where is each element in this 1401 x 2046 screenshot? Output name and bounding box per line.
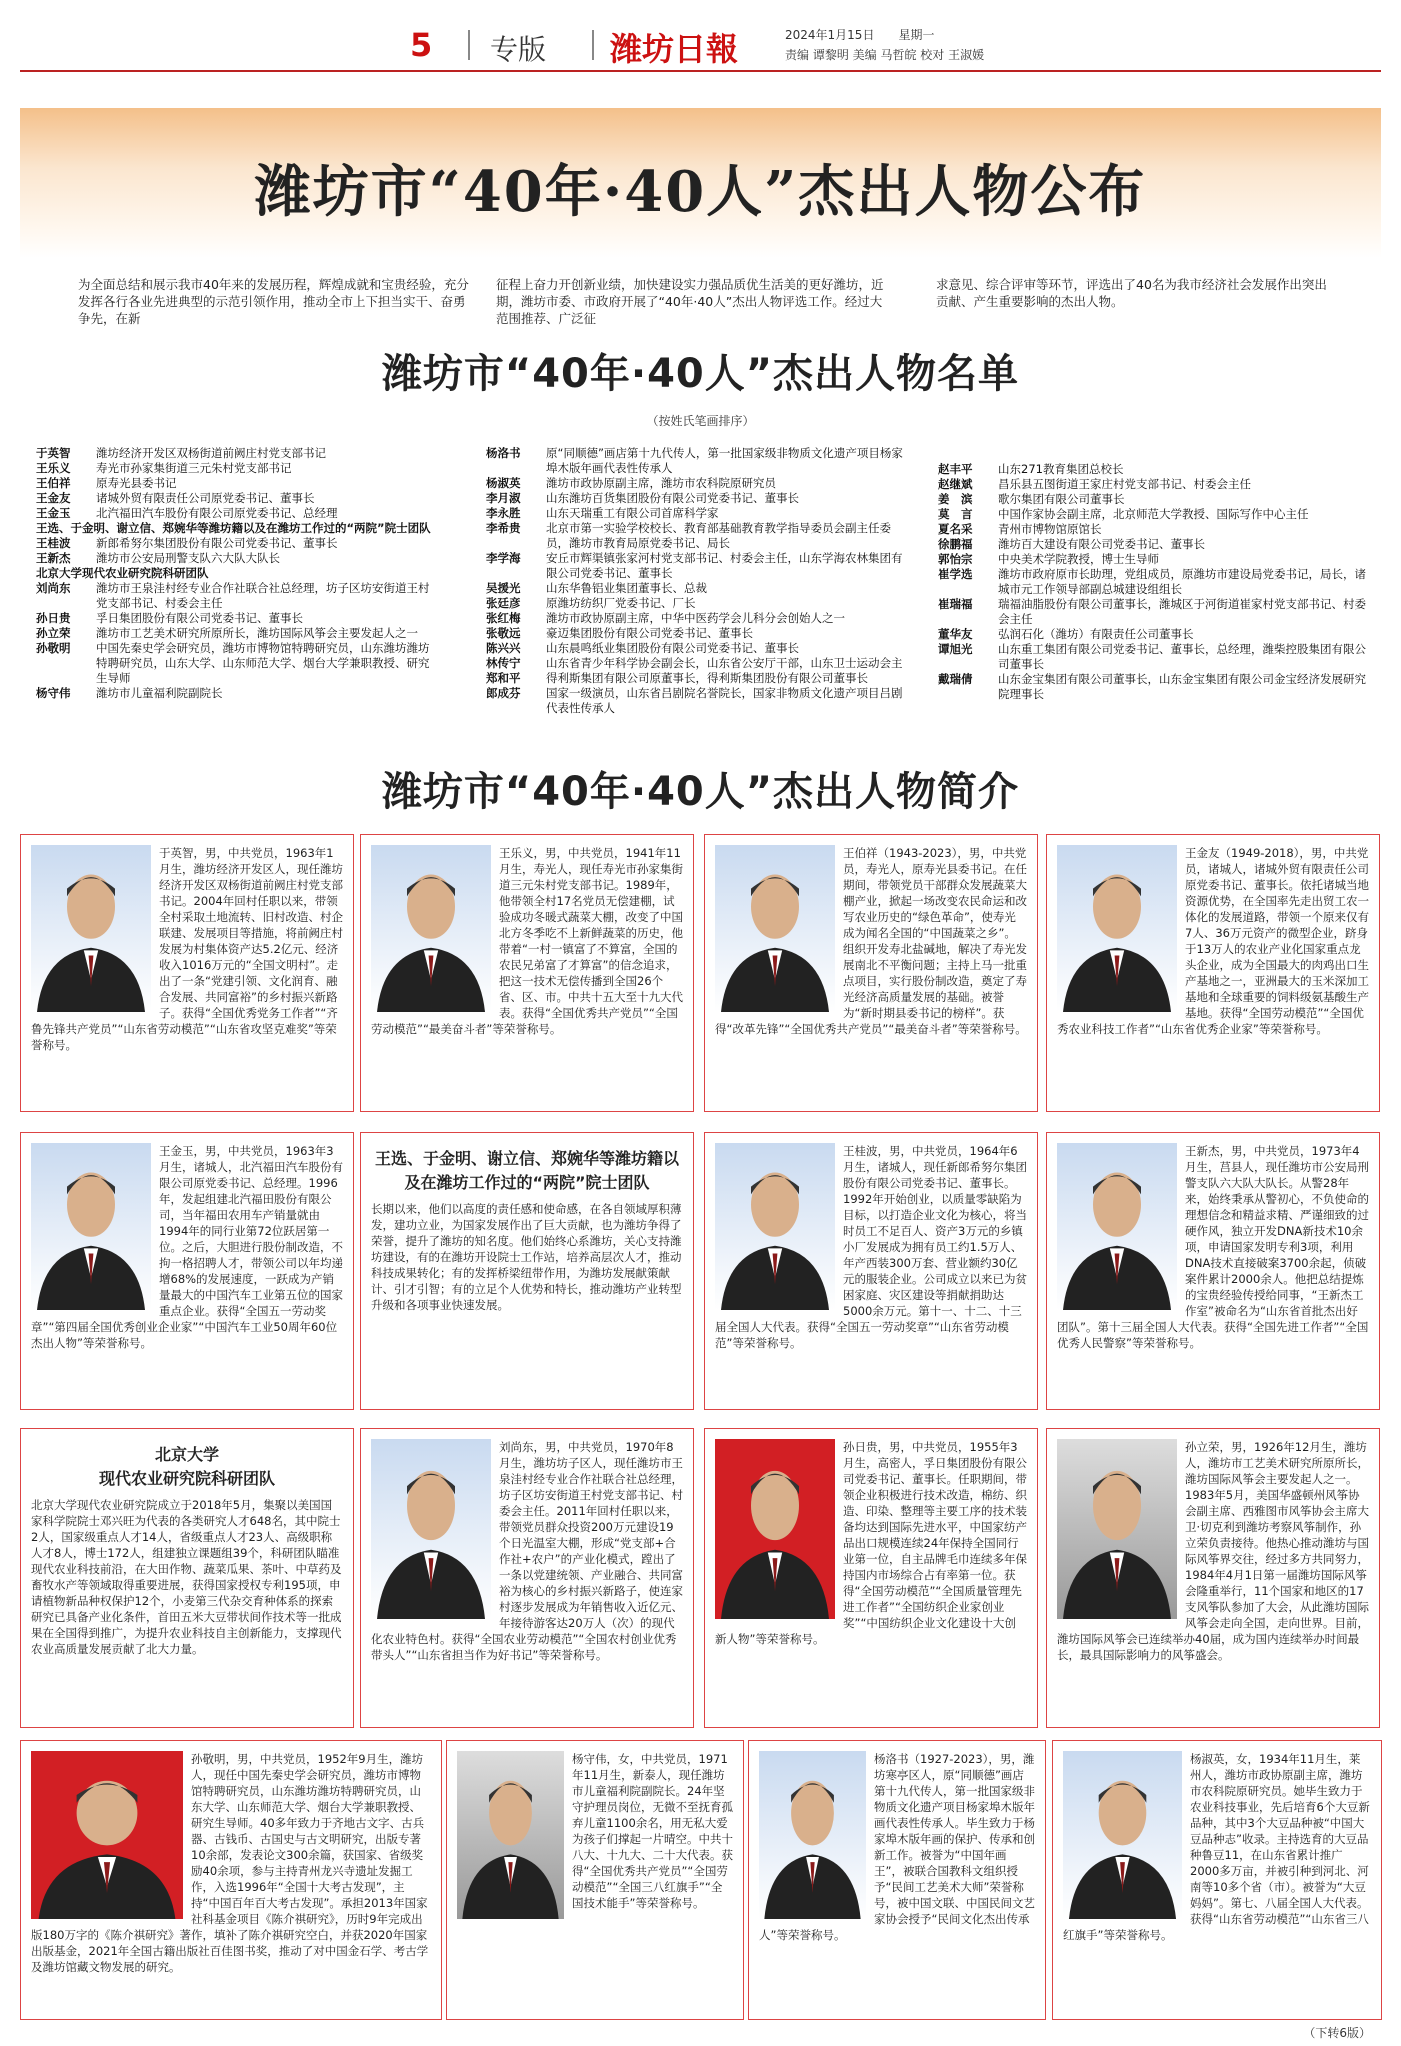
staff-line: 责编 谭黎明 美编 马哲皖 校对 王淑媛 — [785, 48, 985, 62]
honoree-title: 潍坊市工艺美术研究所原所长，潍坊国际风筝会主要发起人之一 — [96, 626, 418, 640]
honoree-title — [431, 521, 436, 536]
list-subtitle: （按姓氏笔画排序） — [646, 414, 755, 428]
list-item — [36, 476, 436, 491]
profile-text: 杨守伟，女，中共党员，1971年11月生，新泰人，现任潍坊市儿童福利院副院长。24年坚守护理员岗位，无微不至抚育孤弃儿童1100余名，用无私大爱为孩子们撑起一片晴空。中共十八大、十九大、二十大代表。获得“全国优秀共产党员”“全国劳动模范”“全国三八红旗手”“全国技术能手”等荣誉称号。 — [572, 1752, 733, 1910]
honoree-name: 王桂波 — [36, 536, 71, 550]
honoree-title: 青州市博物馆原馆长 — [998, 522, 1102, 536]
profile-card — [1046, 1132, 1380, 1410]
name-list-col-1 — [36, 446, 436, 701]
profile-text: 王伯祥（1943-2023），男，中共党员，寿光人，原寿光县委书记。在任期间，带领党员干部群众发展蔬菜大棚产业，掀起一场改变农民命运和改写农业历史的“绿色革命”，使寿光成为闻名全国的“中国蔬菜之乡”。组织开发寿北盐碱地，解决了寿光发展南北不平衡问题；主持上马一批重点项目，实行股份制改造，奠定了寿光经济高质量发展的基础。被誉为“新时期县委书记的榜样”。获得“改革先锋”“全国优秀共产党员”“最美奋斗者”等荣誉称号。 — [715, 846, 1027, 1036]
honoree-name: 郭怡宗 — [938, 552, 973, 566]
list-item — [938, 627, 1368, 642]
profile-card — [360, 834, 694, 1112]
honoree-name: 李永胜 — [486, 506, 521, 520]
honoree-title: 弘润石化（潍坊）有限责任公司董事长 — [998, 627, 1194, 641]
honoree-title — [209, 566, 437, 581]
honoree-name: 谭旭光 — [938, 642, 973, 656]
honoree-title: 山东271教育集团总校长 — [998, 462, 1124, 476]
divider — [468, 30, 470, 60]
section-name: 专版 — [490, 33, 547, 66]
honoree-name: 李月淑 — [486, 491, 521, 505]
honoree-name: 吴援光 — [486, 581, 521, 595]
profile-card — [748, 1740, 1046, 2020]
honoree-title: 豪迈集团股份有限公司党委书记、董事长 — [546, 626, 753, 640]
profile-card — [446, 1740, 744, 2020]
honoree-name: 孙敬明 — [36, 641, 71, 655]
profile-body — [31, 1751, 431, 2009]
honoree-title: 潍坊市政府原市长助理，党组成员，原潍坊市建设局党委书记，局长，诸城市元工作领导部副总城建设组组长 — [998, 567, 1366, 596]
honoree-name: 林传宁 — [486, 656, 521, 670]
honoree-name: 崔学选 — [938, 567, 973, 581]
list-item — [36, 506, 436, 521]
list-item — [938, 552, 1368, 567]
profile-body — [31, 1439, 343, 1717]
profile-text: 杨洛书（1927-2023），男，潍坊寒亭区人，原“同顺德”画店第十九代传人，第一批国家级非物质文化遗产项目杨家埠木版年画代表性传承人。毕生致力于杨家埠木版年画的保护、传承和创新工作。被誉为“中国年画王”，被联合国教科文组织授予“民间工艺美术大师”荣誉称号，被中国文联、中国民间文艺家协会授予“民间文化杰出传承人”等荣誉称号。 — [759, 1752, 1035, 1942]
list-item — [36, 686, 436, 701]
portrait-photo — [31, 1751, 183, 1919]
honoree-title: 山东华鲁铝业集团董事长、总裁 — [546, 581, 707, 595]
list-item — [486, 446, 906, 476]
honoree-title: 山东晨鸣纸业集团股份有限公司党委书记、董事长 — [546, 641, 799, 655]
honoree-name: 徐鹏福 — [938, 537, 973, 551]
honoree-name: 陈兴兴 — [486, 641, 521, 655]
list-item — [938, 492, 1368, 507]
honoree-title: 国家一级演员，山东省吕剧院名誉院长，国家非物质文化遗产项目吕剧代表性传承人 — [546, 686, 903, 715]
honoree-title: 原寿光县委书记 — [96, 476, 177, 490]
profile-body — [371, 1439, 683, 1717]
masthead — [20, 20, 1381, 72]
list-item — [36, 611, 436, 626]
team-title: 北京大学 现代农业研究院科研团队 — [98, 1445, 275, 1488]
portrait-photo — [1057, 1143, 1177, 1310]
profile-body — [1057, 1143, 1369, 1399]
list-item — [486, 656, 906, 671]
newspaper-logo: 潍坊日報 — [610, 30, 739, 68]
profile-card — [360, 1428, 694, 1728]
honoree-title: 诸城外贸有限责任公司原党委书记、董事长 — [96, 491, 315, 505]
profile-card — [360, 1132, 694, 1410]
honoree-name: 王新杰 — [36, 551, 71, 565]
list-item — [486, 671, 906, 686]
profile-text: 王新杰，男，中共党员，1973年4月生，莒县人，现任潍坊市公安局刑警支队六大队大队长。从警28年来，始终秉承从警初心，不负使命的理想信念和精益求精、严谨细致的过硬作风，独立开发DNA新技术10余项，申请国家发明专利3项，利用DNA技术直接破案3700余起，侦破案件累计2000余人。他把总结提炼的宝贵经验传授给同事，“王新杰工作室”被命名为“山东省首批杰出好团队”。第十三届全国人大代表。获得“全国先进工作者”“全国优秀人民警察”等荣誉称号。 — [1057, 1144, 1369, 1350]
profile-text: 于英智，男，中共党员，1963年1月生，潍坊经济开发区人，现任潍坊经济开发区双杨街道前阙庄村党支部书记。2004年回村任职以来，带领全村采取土地流转、旧村改造、村企联建、发展项目等措施，将前阙庄村发展为村集体资产达5.2亿元、经济收入1016万元的“全国文明村”。走出了一条“党建引领、文化润育、融合发展、共同富裕”的乡村振兴新路子。获得“全国优秀党务工作者”“齐鲁先锋共产党员”“山东省劳动模范”“山东省攻坚克难奖”等荣誉称号。 — [31, 846, 343, 1052]
portrait-photo — [715, 845, 835, 1012]
portrait-photo — [715, 1143, 835, 1310]
honoree-title: 中国作家协会副主席，北京师范大学教授、国际写作中心主任 — [998, 507, 1309, 521]
honoree-name: 赵继斌 — [938, 477, 973, 491]
profile-text: 北京大学现代农业研究院成立于2018年5月，集聚以美国国家科学院院士邓兴旺为代表的各类研究人才648名，其中院士2人，国家级重点人才14人，省级重点人才23人、高级职称人才8人，博士172人，组建独立课题组39个，科研团队瞄准现代农业科技前沿，在大田作物、蔬菜瓜果、茶叶、中草药及畜牧水产等领域取得重要进展，获得国家授权专利195项，申请植物新品种权保护12个，小麦第三代杂交育种体系的探索研究已具备产业化条件，首田五米大豆带状间作技术等一批成果在全国得到推广，为提升农业科技自主创新能力，支撑现代农业高质量发展贡献了北大力量。 — [31, 1498, 342, 1656]
honoree-title: 山东金宝集团有限公司董事长，山东金宝集团有限公司金宝经济发展研究院理事长 — [998, 672, 1366, 701]
honoree-title: 原潍坊纺织厂党委书记、厂长 — [546, 596, 696, 610]
list-item — [36, 581, 436, 611]
list-item — [36, 536, 436, 551]
list-item — [938, 672, 1368, 702]
profile-body — [1057, 1439, 1369, 1717]
honoree-title: 潍坊百大建设有限公司党委书记、董事长 — [998, 537, 1205, 551]
profile-body — [371, 1143, 683, 1399]
list-item — [486, 686, 906, 716]
list-item — [486, 626, 906, 641]
portrait-photo — [457, 1751, 564, 1919]
profile-body — [715, 1439, 1027, 1717]
honoree-title: 新郎希努尔集团股份有限公司党委书记、董事长 — [96, 536, 338, 550]
honoree-title: 原“同顺德”画店第十九代传人，第一批国家级非物质文化遗产项目杨家埠木版年画代表性传承人 — [546, 446, 903, 475]
portrait-photo — [1057, 1439, 1177, 1619]
profile-text: 杨淑英，女，1934年11月生，莱州人，潍坊市政协原副主席，潍坊市农科院原研究员。她毕生致力于农业科技事业，先后培育6个大豆新品种，其中3个大豆品种被“中国大豆品种志”收录。主持选育的大豆品种鲁豆11，在山东省累计推广2000多万亩，并被引种到河北、河南等10多个省（市）。被誉为“大豆妈妈”。第七、八届全国人大代表。获得“山东省劳动模范”“山东省三八红旗手”等荣誉称号。 — [1063, 1752, 1370, 1942]
portrait-photo — [31, 1143, 151, 1310]
profile-text: 刘尚东，男，中共党员，1970年8月生，潍坊坊子区人，现任潍坊市王泉洼村经专业合作社联合社总经理，坊子区坊安街道王村党支部书记、村委会主任。2011年回村任职以来，带领党员群众投资200万元建设19个日光温室大棚，形成“党支部+合作社+农户”的产业化模式，蹚出了一条以党建统领、产业融合、共同富裕为核心的乡村振兴新路子，使连家村逐步发展成为年销售收入近亿元、年接待游客达20万人（次）的现代化农业特色村。获得“全国农业劳动模范”“全国农村创业优秀带头人”“山东省担当作为好书记”等荣誉称号。 — [371, 1440, 683, 1662]
honoree-name: 张廷彦 — [486, 596, 521, 610]
profile-body — [1063, 1751, 1371, 2009]
list-item — [36, 521, 436, 536]
honoree-name: 郎成芬 — [486, 686, 521, 700]
honoree-title: 瑞福油脂股份有限公司董事长，潍城区于河街道崔家村党支部书记、村委会主任 — [998, 597, 1366, 626]
honoree-title: 山东重工集团有限公司党委书记、董事长，总经理，潍柴控股集团有限公司董事长 — [998, 642, 1366, 671]
profile-body — [457, 1751, 733, 2009]
honoree-title: 山东潍坊百货集团股份有限公司党委书记、董事长 — [546, 491, 799, 505]
profile-card — [704, 834, 1038, 1112]
honoree-title: 北京市第一实验学校校长、教育部基础教育教学指导委员会副主任委员，潍坊市教育局原党委书记、局长 — [546, 521, 891, 550]
honoree-name: 王金玉 — [36, 506, 71, 520]
list-item — [36, 551, 436, 566]
honoree-name: 王金友 — [36, 491, 71, 505]
list-item — [938, 642, 1368, 672]
profile-body — [31, 845, 343, 1101]
honoree-name: 杨淑英 — [486, 476, 521, 490]
honoree-name: 刘尚东 — [36, 581, 71, 595]
intro-col-3: 求意见、综合评审等环节，评选出了40名为我市经济社会发展作出突出贡献、产生重要影响的杰出人物。 — [936, 277, 1327, 309]
list-item — [36, 491, 436, 506]
honoree-name: 姜 滨 — [938, 492, 973, 506]
profile-body — [1057, 845, 1369, 1101]
honoree-name: 于英智 — [36, 446, 71, 460]
profile-text: 长期以来，他们以高度的责任感和使命感，在各自领域厚积薄发，建功立业，为国家发展作出了巨大贡献，也为潍坊争得了荣誉，提升了潍坊的知名度。他们始终心系潍坊，关心支持潍坊建设，有的在潍坊开设院士工作站，培养高层次人才，推动科技成果转化；有的发挥桥梁纽带作用，为潍坊发展献策献计、引才引智；有的立足个人优势和特长，推动潍坊产业转型升级和各项事业快速发展。 — [371, 1202, 682, 1312]
honoree-title: 潍坊市儿童福利院副院长 — [96, 686, 223, 700]
profile-text: 王桂波，男，中共党员，1964年6月生，诸城人，现任新郎希努尔集团股份有限公司党委书记、董事长。1992年开始创业，以质量零缺陷为目标，以打造企业文化为核心，将当时员工不足百人、资产3万元的乡镇小厂发展成为拥有员工约1.5万人、年产西装300万套、营业额约30亿元的服装企业。公司成立以来已为贫困家庭、灾区建设等捐献捐助达5000余万元。第十一、十二、十三届全国人大代表。获得“全国五一劳动奖章”“山东省劳动模范”等荣誉称号。 — [715, 1144, 1027, 1350]
list-title: 潍坊市“40年·40人”杰出人物名单 — [381, 351, 1020, 397]
honoree-name: 莫 言 — [938, 507, 973, 521]
list-item — [36, 641, 436, 686]
profile-card — [704, 1428, 1038, 1728]
team-title: 王选、于金明、谢立信、郑婉华等潍坊籍以及在潍坊工作过的“两院”院士团队 — [374, 1149, 679, 1192]
honoree-title: 中国先秦史学会研究员，潍坊市博物馆特聘研究员，山东潍坊潍坊特聘研究员，山东大学、山东师范大学、烟台大学兼职教授、研究生导师 — [96, 641, 430, 685]
profile-text: 王金友（1949-2018），男，中共党员，诸城人，诸城外贸有限责任公司原党委书记、董事长。依托诸城当地资源优势，在全国率先走出贸工农一体化的发展道路，带领一个原来仅有7人、36万元资产的微型企业，跻身于13万人的农业产业化国家重点龙头企业，成为全国最大的肉鸡出口生产基地之一，亚洲最大的玉米深加工基地和全球重要的饲料级氨基酸生产基地。获得“全国劳动模范”“全国优秀农业科技工作者”“山东省优秀企业家”等荣誉称号。 — [1057, 846, 1369, 1036]
profile-body — [371, 845, 683, 1101]
honoree-name: 董华友 — [938, 627, 973, 641]
profile-card — [1046, 834, 1380, 1112]
honoree-name: 赵丰平 — [938, 462, 973, 476]
honoree-name: 张红梅 — [486, 611, 521, 625]
list-item — [938, 507, 1368, 522]
honoree-name: 王伯祥 — [36, 476, 71, 490]
list-item — [486, 581, 906, 596]
list-item — [938, 522, 1368, 537]
list-item — [938, 567, 1368, 597]
name-list-col-2 — [486, 446, 906, 716]
list-item — [486, 551, 906, 581]
profile-text: 孙立荣，男，1926年12月生，潍坊人，潍坊市工艺美术研究所原所长，潍坊国际风筝会主要发起人之一。1983年5月，美国华盛顿州风筝协会副主席、西雅图市风筝协会主席大卫·切克利到潍坊考察风筝制作，孙立荣负责接待。他热心推动潍坊与国际风筝界交往，经过多方共同努力，1984年4月1日第一届潍坊国际风筝会隆重举行，11个国家和地区的17支风筝队参加了大会，从此潍坊国际风筝会走向全国，走向世界。目前，潍坊国际风筝会已连续举办40届，成为国内连续举办时间最长，最具国际影响力的风筝盛会。 — [1057, 1440, 1369, 1662]
profile-card — [20, 1740, 442, 2020]
profile-card — [20, 1132, 354, 1410]
honoree-name: 杨守伟 — [36, 686, 71, 700]
honoree-name: 张敬远 — [486, 626, 521, 640]
list-item — [486, 521, 906, 551]
portrait-photo — [371, 845, 491, 1012]
honoree-title: 潍坊经济开发区双杨街道前阙庄村党支部书记 — [96, 446, 326, 460]
profile-text: 王金玉，男，中共党员，1963年3月生，诸城人，北汽福田汽车股份有限公司原党委书记、总经理。1996年，发起组建北汽福田股份有限公司，当年福田农用车产销量就由1994年的同行业第72位跃居第一位。之后，大胆进行股份制改造，不拘一格招聘人才，带领公司以年均递增68%的发展速度，一跃成为产销量最大的中国汽车工业第五位的国家重点企业。获得“全国五一劳动奖章”“第四届全国优秀创业企业家”“中国汽车工业50周年60位杰出人物”等荣誉称号。 — [31, 1144, 343, 1350]
portrait-photo — [1063, 1751, 1182, 1919]
profile-card — [704, 1132, 1038, 1410]
honoree-name: 孙日贵 — [36, 611, 71, 625]
honoree-name: 夏名采 — [938, 522, 973, 536]
honoree-title: 孚日集团股份有限公司党委书记、董事长 — [96, 611, 303, 625]
honoree-title: 潍坊市王泉洼村经专业合作社联合社总经理，坊子区坊安街道王村党支部书记、村委会主任 — [96, 581, 430, 610]
profile-text: 孙日贵，男，中共党员，1955年3月生，高密人，孚日集团股份有限公司党委书记、董事长。任职期间，带领企业积极进行技术改造，棉纺、织造、印染、整理等主要工序的技术装备均达到国际先进水平，中国家纺产品出口规模连续24年保持全国同行业第一位，自主品牌毛巾连续多年保持国内市场综合占有率第一位。获得“全国劳动模范”“全国质量管理先进工作者”“全国纺织企业家创业奖”“中国纺织企业文化建设十大创新人物”等荣誉称号。 — [715, 1440, 1027, 1646]
date-line: 2024年1月15日 星期一 — [785, 28, 935, 42]
honoree-name: 崔瑞福 — [938, 597, 973, 611]
honoree-title: 山东天瑞重工有限公司首席科学家 — [546, 506, 719, 520]
honoree-title: 山东省青少年科学协会副会长，山东省公安厅干部，山东卫士运动会主 — [546, 656, 903, 670]
list-item — [486, 611, 906, 626]
profile-body — [715, 845, 1027, 1101]
list-item — [36, 461, 436, 476]
profile-text: 孙敬明，男，中共党员，1952年9月生，潍坊人，现任中国先秦史学会研究员，潍坊市博物馆特聘研究员，山东潍坊潍坊特聘研究员，山东大学、山东师范大学、烟台大学兼职教授、研究生导师。40多年致力于齐地古文字、古兵器、古钱币、古国史与古文明研究，出版专著10余部，发表论文300余篇，获国家、省级奖励40余项，参与主持青州龙兴寺遗址发掘工作，入选1996年“全国十大考古发现”，主持“中国百年百大考古发现”。承担2013年国家社科基金项目《陈介祺研究》，历时9年完成出版180万字的《陈介祺研究》著作，填补了陈介祺研究空白，并获2020年国家出版基金，2021年全国古籍出版社百佳图书奖，推动了对中国金石学、考古学及潍坊馆藏文物发展的研究。 — [31, 1752, 429, 1974]
intro-col-2: 征程上奋力开创新业绩，加快建设实力强品质优生活美的更好潍坊，近期，潍坊市委、市政府开展了“40年·40人”杰出人物评选工作。经过大范围推荐、广泛征 — [496, 277, 884, 326]
list-item — [486, 596, 906, 611]
honoree-name: 王乐义 — [36, 461, 71, 475]
honoree-title: 得利斯集团有限公司原董事长，得利斯集团股份有限公司董事长 — [546, 671, 868, 685]
profile-title: 潍坊市“40年·40人”杰出人物简介 — [381, 769, 1020, 815]
list-item — [486, 506, 906, 521]
profile-text: 王乐义，男，中共党员，1941年11月生，寿光人，现任寿光市孙家集街道三元朱村党支部书记。1989年，他带领全村17名党员无偿建棚，试验成功冬暖式蔬菜大棚，改变了中国北方冬季吃不上新鲜蔬菜的历史，他带着“一村一镇富了不算富，全国的农民兄弟富了才算富”的信念追求，把这一技术无偿传播到全国26个省、区、市。中共十五大至十九大代表。获得“全国优秀共产党员”“全国劳动模范”“最美奋斗者”等荣誉称号。 — [371, 846, 683, 1036]
continued-note: （下转6版） — [1303, 2026, 1371, 2040]
honoree-name: 郑和平 — [486, 671, 521, 685]
list-item — [938, 462, 1368, 477]
list-item — [938, 477, 1368, 492]
list-item — [486, 491, 906, 506]
honoree-name: 戴瑞倩 — [938, 672, 973, 686]
headline-banner — [20, 108, 1381, 258]
list-item — [938, 537, 1368, 552]
honoree-title: 歌尔集团有限公司董事长 — [998, 492, 1125, 506]
honoree-title: 北汽福田汽车股份有限公司原党委书记、总经理 — [96, 506, 338, 520]
headline: 潍坊市“40年·40人”杰出人物公布 — [254, 159, 1147, 225]
list-item — [36, 446, 436, 461]
list-item — [938, 597, 1368, 627]
honoree-title: 寿光市孙家集街道三元朱村党支部书记 — [96, 461, 292, 475]
portrait-photo — [371, 1439, 491, 1619]
profile-body — [715, 1143, 1027, 1399]
portrait-photo — [1057, 845, 1177, 1012]
honoree-name: 北京大学现代农业研究院科研团队 — [36, 566, 209, 580]
profile-card — [20, 834, 354, 1112]
list-item — [486, 641, 906, 656]
portrait-photo — [715, 1439, 835, 1619]
honoree-title: 中央美术学院教授，博士生导师 — [998, 552, 1159, 566]
profile-card — [1046, 1428, 1380, 1728]
profile-body — [31, 1143, 343, 1399]
profile-card — [1052, 1740, 1382, 2020]
divider — [592, 30, 594, 60]
list-item — [36, 626, 436, 641]
honoree-name: 李希贵 — [486, 521, 521, 535]
intro-col-1: 为全面总结和展示我市40年来的发展历程，辉煌成就和宝贵经验，充分发挥各行各业先进典型的示范引领作用，推动全市上下担当实干、奋勇争先，在新 — [78, 277, 469, 326]
profile-card — [20, 1428, 354, 1728]
honoree-name: 王选、于金明、谢立信、郑婉华等潍坊籍以及在潍坊工作过的“两院”院士团队 — [36, 521, 431, 535]
honoree-name: 杨洛书 — [486, 446, 521, 460]
page-number: 5 — [410, 26, 433, 64]
list-item — [36, 566, 436, 581]
portrait-photo — [31, 845, 151, 1012]
honoree-title: 潍坊市政协原副主席，中华中医药学会儿科分会创始人之一 — [546, 611, 845, 625]
honoree-title: 潍坊市公安局刑警支队六大队大队长 — [96, 551, 280, 565]
honoree-title: 安丘市辉渠镇张家河村党支部书记、村委会主任，山东学海农林集团有限公司党委书记、董事长 — [546, 551, 903, 580]
honoree-title: 潍坊市政协原副主席，潍坊市农科院原研究员 — [546, 476, 776, 490]
name-list-col-3 — [938, 462, 1368, 702]
honoree-name: 李学海 — [486, 551, 521, 565]
honoree-title: 昌乐县五图街道王家庄村党支部书记、村委会主任 — [998, 477, 1251, 491]
profile-body — [759, 1751, 1035, 2009]
list-item — [486, 476, 906, 491]
honoree-name: 孙立荣 — [36, 626, 71, 640]
portrait-photo — [759, 1751, 866, 1919]
